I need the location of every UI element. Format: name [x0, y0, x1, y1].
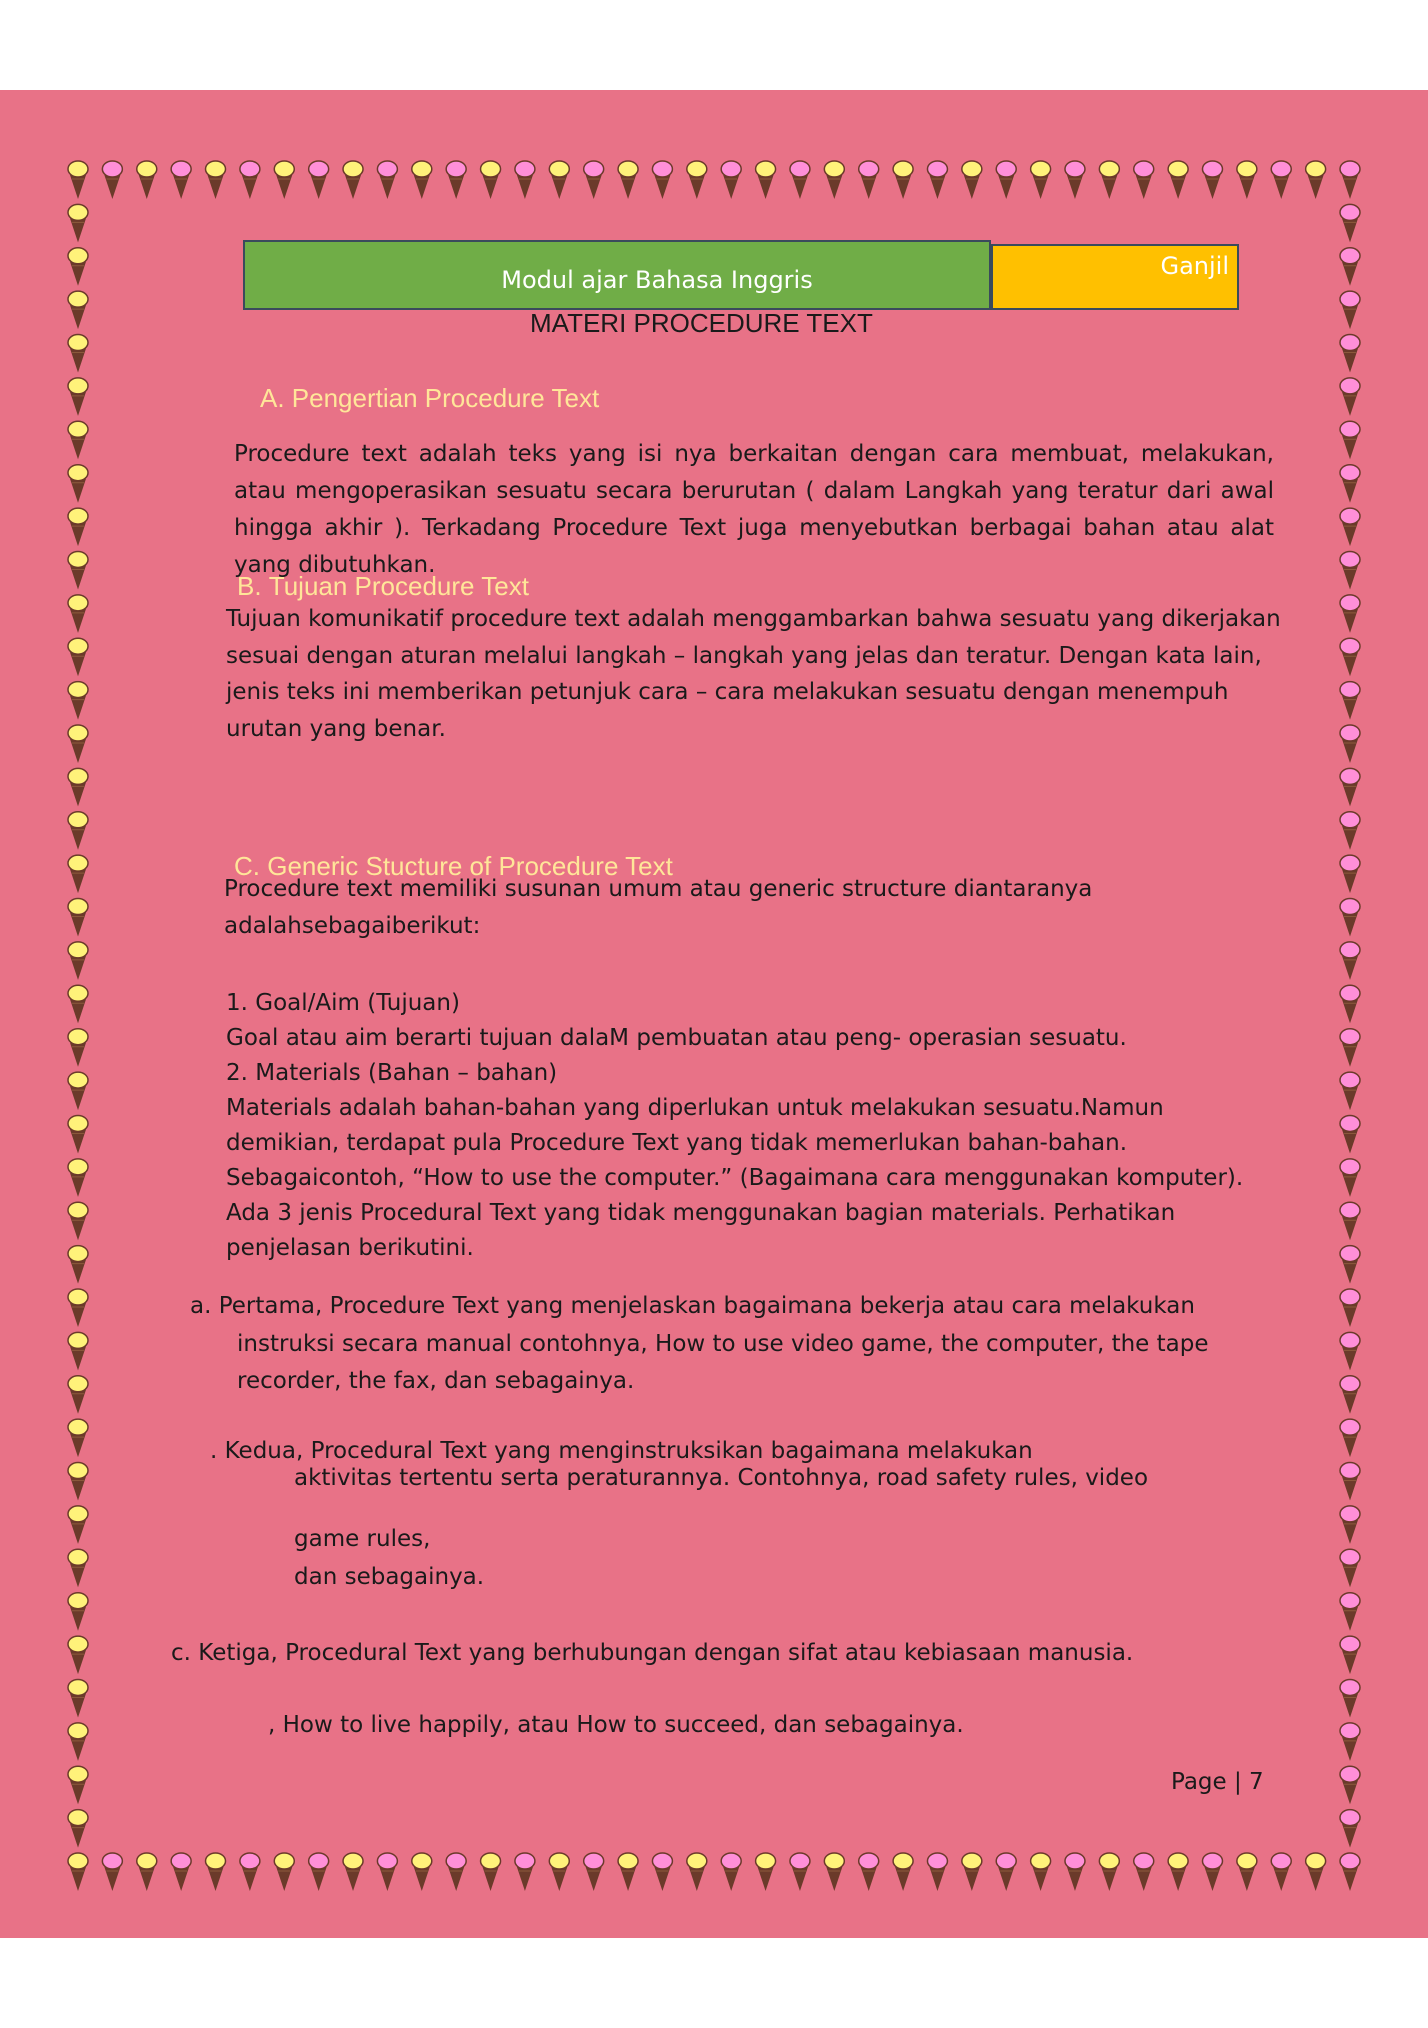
page-number: Page | 7: [1171, 1769, 1264, 1795]
section-c-intro-line: Procedure text memiliki susunan umum atau generic structure diantaranya: [224, 876, 1093, 902]
structure-line: Ada 3 jenis Procedural Text yang tidak menggunakan bagian materials. Perhatikan: [226, 1200, 1176, 1226]
page-title: MATERI PROCEDURE TEXT: [530, 308, 873, 338]
structure-line: Materials adalah bahan-bahan yang diperlukan untuk melakukan sesuatu.Namun: [226, 1095, 1164, 1121]
module-label: Modul ajar Bahasa Inggris: [501, 266, 813, 294]
item-a-line: a. Pertama, Procedure Text yang menjelaskan bagaimana bekerja atau cara melakukan: [190, 1293, 1195, 1319]
semester-label: Ganjil: [1160, 252, 1229, 280]
structure-line: penjelasan berikutini.: [226, 1235, 474, 1261]
item-b-line: . Kedua, Procedural Text yang menginstruksikan bagaimana melakukan: [210, 1438, 1033, 1464]
structure-line: Goal atau aim berarti tujuan dalaM pembuatan atau peng- operasian sesuatu.: [226, 1025, 1127, 1051]
item-a-line: instruksi secara manual contohnya, How to use video game, the computer, the tape: [237, 1331, 1209, 1357]
module-header-box: [243, 240, 991, 310]
structure-line: Sebagaicontoh, “How to use the computer.” (Bagaimana cara menggunakan komputer).: [226, 1165, 1244, 1191]
section-b-line: Tujuan komunikatif procedure text adalah menggambarkan bahwa sesuatu yang dikerjakan: [226, 606, 1281, 632]
section-a-heading: A. Pengertian Procedure Text: [260, 383, 600, 413]
item-c-line: , How to live happily, atau How to succeed, dan sebagainya.: [268, 1712, 964, 1738]
section-c-heading: C. Generic Stucture of Procedure Text: [234, 851, 673, 881]
section-c-intro-line: adalahsebagaiberikut:: [224, 913, 481, 939]
section-b-line: urutan yang benar.: [226, 716, 446, 742]
section-b-line: sesuai dengan aturan melalui langkah – langkah yang jelas dan teratur. Dengan kata lain,: [226, 643, 1262, 669]
section-b-line: jenis teks ini memberikan petunjuk cara – cara melakukan sesuatu dengan menempuh: [226, 679, 1229, 705]
section-b-heading: B. Tujuan Procedure Text: [237, 571, 529, 601]
item-b-line: aktivitas tertentu serta peraturannya. Contohnya, road safety rules, video: [294, 1465, 1149, 1491]
structure-line: 1. Goal/Aim (Tujuan): [226, 990, 460, 1016]
semester-header-box: [991, 244, 1239, 310]
item-b-line: game rules,: [294, 1526, 431, 1552]
structure-line: demikian, terdapat pula Procedure Text yang tidak memerlukan bahan-bahan.: [226, 1130, 1128, 1156]
structure-line: 2. Materials (Bahan – bahan): [226, 1060, 558, 1086]
item-c-line: c. Ketiga, Procedural Text yang berhubungan dengan sifat atau kebiasaan manusia.: [171, 1640, 1134, 1666]
section-a-body: Procedure text adalah teks yang isi nya berkaitan dengan cara membuat, melakukan, atau mengoperasikan sesuatu secara berurutan ( dalam Langkah yang teratur dari awal hingga akhir ). Terkadang Procedure Text juga menyebutkan berbagai bahan atau alat yang dibutuhkan.: [234, 441, 1274, 578]
item-b-line: dan sebagainya.: [294, 1564, 485, 1590]
item-a-line: recorder, the fax, dan sebagainya.: [237, 1368, 635, 1394]
